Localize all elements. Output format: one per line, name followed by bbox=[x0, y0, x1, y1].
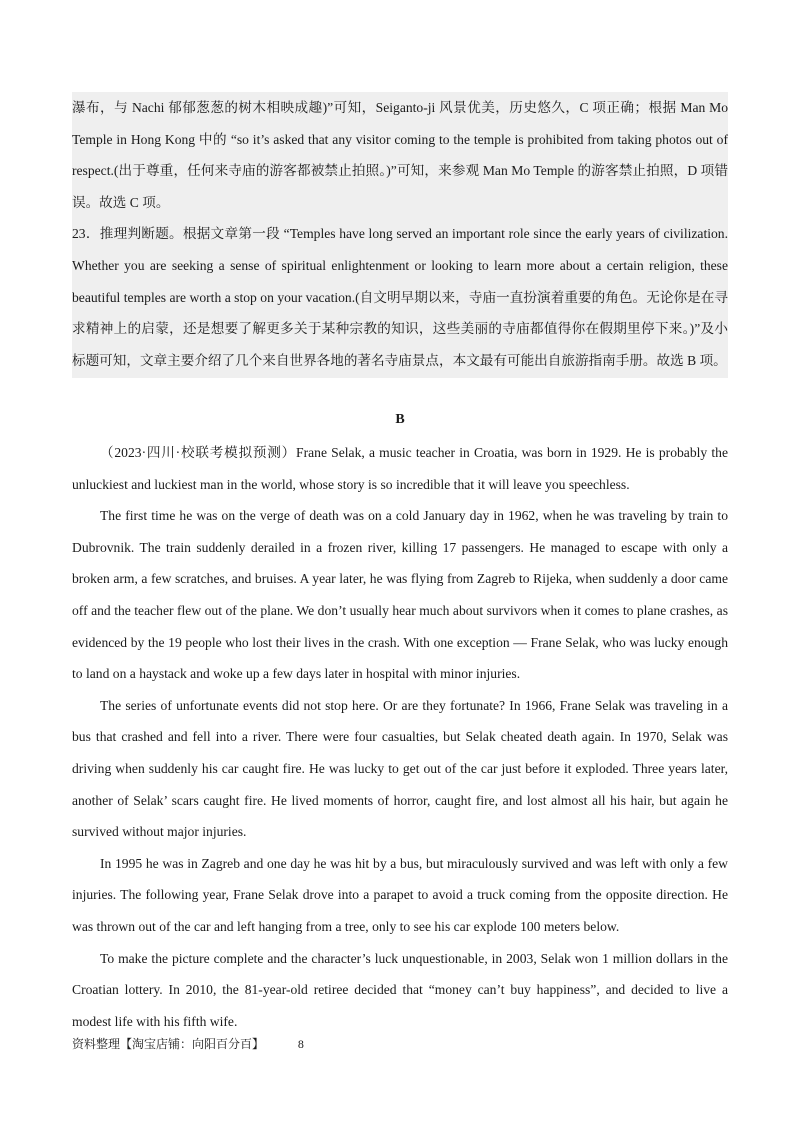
passage-paragraph: （2023·四川·校联考模拟预测）Frane Selak, a music teacher in Croatia, was born in 1929. He is probably the unluckiest and luckiest man in the world, whose story is so incredible that it will leave you speechless. bbox=[72, 445, 728, 492]
page-footer bbox=[72, 1035, 304, 1052]
answer-explanation-paragraph: 瀑布，与 Nachi 郁郁葱葱的树木相映成趣)”可知，Seiganto-ji 风景优美，历史悠久，C 项正确；根据 Man Mo Temple in Hong Kong 中的 “so it’s asked that any visitor coming to the temple is prohibited from taking photos out of respect.(出于尊重，任何来寺庙的游客都被禁止拍照。)”可知，来参观 Man Mo Temple 的游客禁止拍照，D 项错误。故选 C 项。 bbox=[72, 100, 728, 210]
passage-paragraph: The series of unfortunate events did not stop here. Or are they fortunate? In 1966, Frane Selak was traveling in a bus that crashed and fell into a river. There were four casualties, but Selak cheated death again. In 1970, Selak was driving when suddenly his car caught fire. He was lucky to get out of the car just before it exploded. Three years later, another of Selak’ scars caught fire. He lived moments of horror, caught fire, and lost almost all his hair, but again he survived without major injuries. bbox=[72, 697, 728, 840]
passage-paragraph: In 1995 he was in Zagreb and one day he was hit by a bus, but miraculously survived and was left with only a few injuries. The following year, Frane Selak drove into a parapet to avoid a truck coming from the opposite direction. He was thrown out of the car and left hanging from a tree, only to see his car explode 100 meters below. bbox=[72, 855, 728, 934]
answer-explanation-paragraph: 23．推理判断题。根据文章第一段 “Temples have long served an important role since the early years of civilization. Whether you are seeking a sense of spiritual enlightenment or looking to learn more about a certain religion, these beautiful temples are worth a stop on your vacation.(自文明早期以来，寺庙一直扮演着重要的角色。无论你是在寻求精神上的启蒙，还是想要了解更多关于某种宗教的知识，这些美丽的寺庙都值得你在假期里停下来。)”及小标题可知，文章主要介绍了几个来自世界各地的著名寺庙景点，本文最有可能出自旅游指南手册。故选 B 项。 bbox=[72, 226, 728, 368]
page-number: 8 bbox=[297, 1037, 304, 1051]
answer-explanation-box bbox=[72, 92, 728, 378]
passage-paragraph: The first time he was on the verge of death was on a cold January day in 1962, when he was traveling by train to Dubrovnik. The train suddenly derailed in a frozen river, killing 17 passengers. He managed to escape with only a broken arm, a few scratches, and bruises. A year later, he was flying from Zagreb to Rijeka, when suddenly a door came off and the teacher flew out of the plane. We don’t usually hear much about survivors when it comes to plane crashes, as evidenced by the 19 people who lost their lives in the crash. With one exception — Frane Selak, who was lucky enough to land on a haystack and woke up a few days later in hospital with minor injuries. bbox=[72, 508, 728, 682]
section-heading: B bbox=[395, 412, 405, 427]
reading-passage bbox=[72, 437, 728, 1037]
passage-paragraph: To make the picture complete and the character’s luck unquestionable, in 2003, Selak won 1 million dollars in the Croatian lottery. In 2010, the 81-year-old retiree decided that “money can’t buy happiness”, and decided to live a modest life with his fifth wife. bbox=[72, 950, 728, 1029]
footer-source: 资料整理【淘宝店铺：向阳百分百】 bbox=[72, 1037, 265, 1051]
